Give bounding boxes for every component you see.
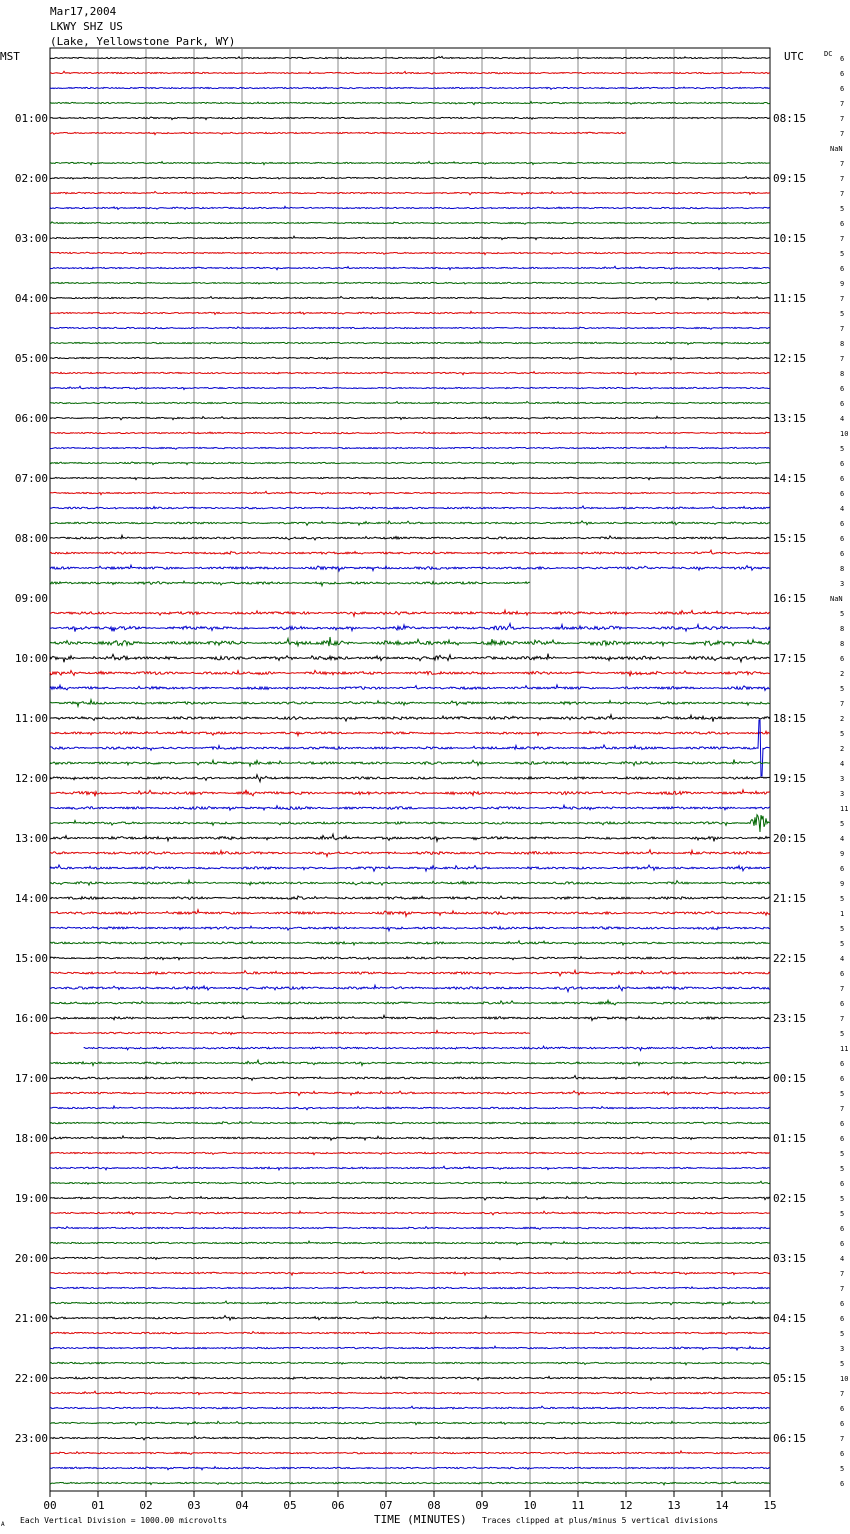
trace-right-value: 3	[840, 790, 845, 798]
seismic-trace-line	[50, 1436, 770, 1440]
seismic-trace-line	[50, 775, 770, 782]
seismic-trace-line	[50, 357, 770, 359]
seismic-trace-line	[50, 790, 770, 797]
seismic-trace-line	[50, 506, 770, 509]
utc-hour-label: 11:15	[773, 292, 807, 305]
trace-right-value: 5	[840, 1030, 845, 1038]
seismic-trace-line	[50, 805, 770, 810]
seismic-trace-line	[50, 432, 770, 434]
seismic-trace-line	[50, 477, 770, 480]
trace-right-value: 11	[840, 805, 849, 813]
seismic-trace-line	[50, 1467, 770, 1470]
mst-hour-label: 10:00	[14, 652, 48, 665]
mst-hour-label: 18:00	[14, 1132, 48, 1145]
seismic-trace-line	[50, 880, 770, 885]
trace-right-value: 4	[840, 505, 845, 513]
trace-right-value: 2	[840, 745, 845, 753]
seismic-trace-line	[50, 311, 770, 314]
seismic-trace-line	[50, 102, 770, 105]
mst-hour-label: 01:00	[14, 112, 48, 125]
utc-hour-label: 09:15	[773, 172, 807, 185]
seismic-trace-line	[50, 1196, 770, 1200]
utc-hour-label: 14:15	[773, 472, 807, 485]
trace-right-value: 7	[840, 175, 845, 183]
x-tick-label: 12	[619, 1499, 633, 1512]
trace-right-value: 7	[840, 700, 845, 708]
seismic-trace-line	[50, 760, 770, 767]
seismic-trace-line	[50, 610, 770, 616]
trace-right-value: 6	[840, 1405, 845, 1413]
utc-hour-label: 06:15	[773, 1432, 807, 1445]
x-tick-label: 01	[91, 1499, 105, 1512]
seismic-trace-line	[50, 941, 770, 945]
seismic-trace-line	[50, 654, 770, 663]
trace-right-value: 6	[840, 85, 845, 93]
seismic-trace-line	[50, 1211, 770, 1215]
footer-scale-note: Each Vertical Division = 1000.00 microvolts	[20, 1516, 228, 1525]
trace-right-value: 8	[840, 370, 845, 378]
seismic-trace-line	[50, 341, 770, 344]
trace-right-value: 9	[840, 280, 845, 288]
seismic-trace-line	[50, 1346, 770, 1350]
seismic-trace-line	[50, 266, 770, 269]
trace-right-value: 7	[840, 1015, 845, 1023]
mst-hour-label: 15:00	[14, 952, 48, 965]
trace-right-value: 6	[840, 535, 845, 543]
mst-hour-label: 13:00	[14, 832, 48, 845]
utc-hour-label: 00:15	[773, 1072, 807, 1085]
mst-hour-label: 12:00	[14, 772, 48, 785]
mst-hour-label: 16:00	[14, 1012, 48, 1025]
trace-right-value: 4	[840, 1255, 845, 1263]
utc-hour-label: 21:15	[773, 892, 807, 905]
seismic-trace-line	[50, 896, 770, 899]
seismic-trace-line	[50, 1106, 770, 1110]
footer-clip-note: Traces clipped at plus/minus 5 vertical divisions	[482, 1516, 719, 1525]
trace-right-value: NaN	[830, 145, 843, 153]
mst-hour-label: 19:00	[14, 1192, 48, 1205]
seismic-trace-line	[84, 1046, 770, 1050]
trace-right-value: 5	[840, 940, 845, 948]
seismic-trace-line	[50, 372, 770, 375]
seismic-trace-line	[50, 1257, 770, 1260]
trace-right-value: 7	[840, 985, 845, 993]
station-code: LKWY SHZ US	[50, 20, 123, 33]
trace-right-value: 5	[840, 1165, 845, 1173]
trace-right-value: 6	[840, 655, 845, 663]
x-tick-label: 11	[571, 1499, 585, 1512]
trace-right-value: 6	[840, 1180, 845, 1188]
mst-hour-label: 03:00	[14, 232, 48, 245]
trace-right-value: 8	[840, 625, 845, 633]
seismic-trace-line	[50, 926, 770, 931]
trace-right-value: 7	[840, 1270, 845, 1278]
trace-right-value: 6	[840, 1075, 845, 1083]
seismic-trace-line	[50, 1166, 770, 1170]
mst-hour-label: 06:00	[14, 412, 48, 425]
trace-right-value: 1	[840, 910, 845, 918]
seismic-trace-line	[50, 685, 770, 691]
seismic-trace-line	[50, 731, 770, 736]
seismic-trace-line	[50, 177, 770, 180]
trace-right-value: 3	[840, 580, 845, 588]
right-values	[830, 55, 848, 1488]
trace-right-value: 6	[840, 1120, 845, 1128]
trace-right-value: 5	[840, 1330, 845, 1338]
trace-right-value: 6	[840, 970, 845, 978]
seismic-trace-line	[50, 1136, 770, 1140]
seismic-traces	[50, 56, 770, 1485]
seismic-trace-line	[50, 1421, 770, 1425]
trace-right-value: 7	[840, 160, 845, 168]
trace-right-value: 3	[840, 775, 845, 783]
trace-right-value: 6	[840, 1225, 845, 1233]
trace-right-value: 6	[840, 1060, 845, 1068]
seismic-trace-line	[50, 1271, 770, 1275]
seismic-trace-line	[50, 386, 770, 389]
seismic-trace-line	[50, 222, 770, 224]
utc-hour-label: 22:15	[773, 952, 807, 965]
trace-right-value: 5	[840, 1195, 845, 1203]
utc-hour-label: 16:15	[773, 592, 807, 605]
trace-right-value: 6	[840, 70, 845, 78]
trace-right-value: 8	[840, 340, 845, 348]
trace-right-value: 5	[840, 820, 845, 828]
trace-right-value: 5	[840, 925, 845, 933]
seismic-trace-line	[50, 834, 770, 841]
seismic-trace-line	[50, 1181, 770, 1184]
seismic-trace-line	[50, 1122, 770, 1125]
trace-right-value: 7	[840, 325, 845, 333]
seismic-trace-line	[50, 1000, 770, 1005]
x-tick-label: 14	[715, 1499, 729, 1512]
trace-right-value: 6	[840, 265, 845, 273]
trace-right-value: 7	[840, 1285, 845, 1293]
mst-hour-label: 09:00	[14, 592, 48, 605]
trace-right-value: 6	[840, 490, 845, 498]
utc-hour-label: 05:15	[773, 1372, 807, 1385]
x-tick-label: 03	[187, 1499, 201, 1512]
x-axis-title: TIME (MINUTES)	[374, 1513, 467, 1526]
trace-right-value: 6	[840, 55, 845, 63]
seismic-trace-line	[50, 1152, 770, 1155]
utc-hour-label: 08:15	[773, 112, 807, 125]
x-tick-label: 06	[331, 1499, 345, 1512]
seismic-trace-line	[50, 252, 770, 254]
seismic-trace-line	[50, 1287, 770, 1289]
trace-right-value: 4	[840, 955, 845, 963]
trace-right-value: 5	[840, 250, 845, 258]
seismic-trace-line	[50, 720, 770, 776]
seismic-trace-line	[50, 700, 770, 707]
seismic-trace-line	[50, 670, 770, 676]
seismic-trace-line	[50, 970, 770, 976]
trace-right-value: 6	[840, 1420, 845, 1428]
utc-hour-label: 03:15	[773, 1252, 807, 1265]
trace-right-value: 2	[840, 715, 845, 723]
trace-right-value: 5	[840, 1465, 845, 1473]
seismic-trace-line	[50, 957, 770, 960]
utc-hour-label: 20:15	[773, 832, 807, 845]
mst-hour-label: 02:00	[14, 172, 48, 185]
mst-hour-label: 21:00	[14, 1312, 48, 1325]
seismic-trace-line	[50, 637, 770, 646]
mst-hour-label: 07:00	[14, 472, 48, 485]
utc-hour-label: 02:15	[773, 1192, 807, 1205]
utc-hour-label: 23:15	[773, 1012, 807, 1025]
trace-right-value: 11	[840, 1045, 849, 1053]
dc-label: DC	[824, 50, 833, 58]
utc-hour-label: 19:15	[773, 772, 807, 785]
utc-hour-label: 10:15	[773, 232, 807, 245]
trace-right-value: 5	[840, 685, 845, 693]
trace-right-value: 7	[840, 295, 845, 303]
seismic-trace-line	[50, 865, 770, 871]
trace-right-value: 7	[840, 100, 845, 108]
trace-right-value: 5	[840, 445, 845, 453]
trace-right-value: 7	[840, 190, 845, 198]
mst-hour-label: 14:00	[14, 892, 48, 905]
trace-right-value: 6	[840, 865, 845, 873]
trace-right-value: 5	[840, 1210, 845, 1218]
utc-hour-label: 15:15	[773, 532, 807, 545]
seismic-trace-line	[50, 1015, 770, 1020]
trace-right-value: 6	[840, 1315, 845, 1323]
seismic-trace-line	[50, 521, 770, 525]
seismic-trace-line	[50, 87, 770, 89]
mst-hour-label: 11:00	[14, 712, 48, 725]
mst-hour-label: 22:00	[14, 1372, 48, 1385]
left-timezone-label: MST	[0, 50, 20, 63]
trace-right-value: 6	[840, 460, 845, 468]
trace-right-value: 7	[840, 235, 845, 243]
trace-right-value: 6	[840, 1240, 845, 1248]
mst-hour-label: 08:00	[14, 532, 48, 545]
seismic-trace-line	[50, 1076, 770, 1081]
seismic-trace-line	[50, 1406, 770, 1409]
seismic-trace-line	[50, 1451, 770, 1455]
seismic-trace-line	[50, 416, 770, 420]
seismic-trace-line	[50, 491, 770, 494]
trace-right-value: 4	[840, 760, 845, 768]
trace-right-value: 9	[840, 880, 845, 888]
trace-right-value: 5	[840, 610, 845, 618]
trace-right-value: 5	[840, 205, 845, 213]
trace-right-value: 9	[840, 850, 845, 858]
mst-hour-label: 04:00	[14, 292, 48, 305]
trace-right-value: 7	[840, 130, 845, 138]
trace-right-value: 6	[840, 550, 845, 558]
right-timezone-label: UTC	[784, 50, 804, 63]
trace-right-value: 4	[840, 835, 845, 843]
trace-right-value: 5	[840, 1090, 845, 1098]
seismic-trace-line	[50, 236, 770, 239]
trace-right-value: 6	[840, 1135, 845, 1143]
seismic-trace-line	[50, 117, 770, 120]
seismic-trace-line	[50, 297, 770, 300]
seismic-trace-line	[50, 402, 770, 404]
trace-right-value: 6	[840, 475, 845, 483]
trace-right-value: 5	[840, 310, 845, 318]
seismic-trace-line	[50, 71, 770, 74]
seismic-trace-line	[50, 815, 770, 832]
trace-right-value: 5	[840, 730, 845, 738]
mst-hour-label: 05:00	[14, 352, 48, 365]
trace-right-value: 5	[840, 895, 845, 903]
seismic-trace-line	[50, 161, 770, 164]
x-tick-label: 04	[235, 1499, 249, 1512]
station-date: Mar17,2004	[50, 5, 117, 18]
trace-right-value: 4	[840, 415, 845, 423]
trace-right-value: 6	[840, 1480, 845, 1488]
mst-hour-label: 23:00	[14, 1432, 48, 1445]
trace-right-value: 6	[840, 1000, 845, 1008]
utc-hour-label: 18:15	[773, 712, 807, 725]
seismic-trace-line	[50, 715, 770, 722]
trace-right-value: 8	[840, 565, 845, 573]
mst-hour-label: 17:00	[14, 1072, 48, 1085]
utc-hour-label: 13:15	[773, 412, 807, 425]
x-tick-label: 15	[763, 1499, 777, 1512]
seismic-trace-line	[50, 282, 770, 284]
seismic-trace-line	[50, 535, 770, 540]
x-tick-label: 07	[379, 1499, 393, 1512]
x-tick-label: 08	[427, 1499, 441, 1512]
utc-hour-label: 17:15	[773, 652, 807, 665]
x-tick-label: 09	[475, 1499, 489, 1512]
x-tick-label: 00	[43, 1499, 57, 1512]
x-axis-ticks	[43, 1491, 776, 1512]
x-tick-label: 10	[523, 1499, 537, 1512]
trace-right-value: 5	[840, 1150, 845, 1158]
trace-right-value: 6	[840, 385, 845, 393]
x-tick-label: 13	[667, 1499, 681, 1512]
trace-right-value: 3	[840, 1345, 845, 1353]
seismic-trace-line	[50, 1332, 770, 1335]
trace-right-value: 5	[840, 1360, 845, 1368]
grid-lines	[50, 48, 770, 1491]
seismic-trace-line	[50, 565, 770, 571]
corner-mark: A	[1, 1521, 5, 1528]
trace-right-value: 6	[840, 520, 845, 528]
trace-right-value: 10	[840, 430, 849, 438]
seismic-trace-line	[50, 1091, 770, 1096]
seismic-trace-line	[50, 1482, 770, 1485]
seismic-trace-line	[50, 1362, 770, 1365]
utc-hour-label: 12:15	[773, 352, 807, 365]
seismic-trace-line	[50, 624, 770, 632]
seismic-trace-line	[50, 910, 770, 917]
trace-right-value: 2	[840, 670, 845, 678]
seismic-trace-line	[50, 1301, 770, 1305]
trace-right-value: 7	[840, 1105, 845, 1113]
seismic-trace-line	[50, 985, 770, 991]
trace-right-value: 6	[840, 1450, 845, 1458]
trace-right-value: 7	[840, 1435, 845, 1443]
seismic-trace-line	[50, 1316, 770, 1320]
trace-right-value: 6	[840, 1300, 845, 1308]
seismic-trace-line	[50, 550, 770, 554]
trace-right-value: 7	[840, 115, 845, 123]
trace-right-value: NaN	[830, 595, 843, 603]
x-tick-label: 05	[283, 1499, 297, 1512]
seismic-trace-line	[50, 850, 770, 857]
trace-right-value: 7	[840, 1390, 845, 1398]
seismic-trace-line	[50, 1241, 770, 1245]
seismic-trace-line	[50, 446, 770, 449]
seismic-trace-line	[50, 192, 770, 195]
seismic-trace-line	[50, 206, 770, 209]
plot-frame	[50, 48, 770, 1491]
trace-right-value: 8	[840, 640, 845, 648]
utc-hour-label: 01:15	[773, 1132, 807, 1145]
utc-hour-label: 04:15	[773, 1312, 807, 1325]
mst-hour-label: 20:00	[14, 1252, 48, 1265]
seismic-trace-line	[50, 56, 770, 58]
seismic-trace-line	[50, 1376, 770, 1380]
trace-right-value: 6	[840, 220, 845, 228]
seismic-trace-line	[50, 462, 770, 465]
seismic-trace-line	[50, 1060, 770, 1065]
seismic-trace-line	[50, 1227, 770, 1230]
x-tick-label: 02	[139, 1499, 153, 1512]
trace-right-value: 10	[840, 1375, 849, 1383]
trace-right-value: 6	[840, 400, 845, 408]
seismic-trace-line	[50, 327, 770, 329]
trace-right-value: 7	[840, 355, 845, 363]
station-location: (Lake, Yellowstone Park, WY)	[50, 35, 236, 48]
seismic-trace-line	[50, 1391, 770, 1394]
